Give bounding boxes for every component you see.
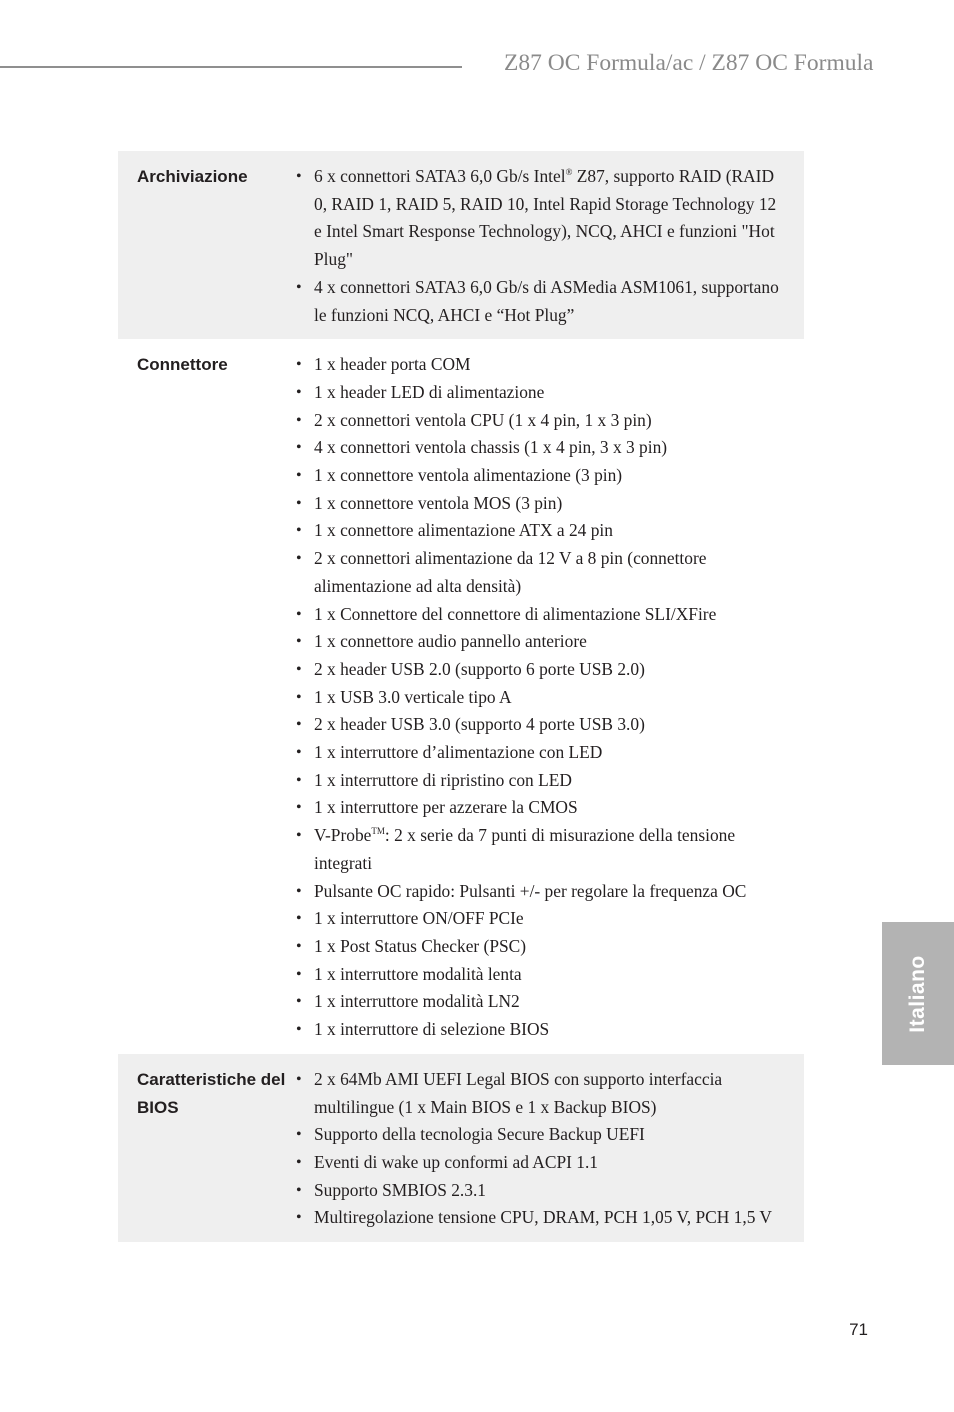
list-item: • 1 x interruttore modalità LN2 [314, 988, 804, 1016]
section-caratteristiche-bios [118, 1054, 804, 1242]
section-label-caratteristiche-bios: Caratteristiche del BIOS [137, 1069, 286, 1117]
list-item: • 1 x interruttore di selezione BIOS [314, 1016, 804, 1044]
header-rule [0, 66, 462, 68]
list-item: • V-Probe™: 2 x serie da 7 punti di misurazione della tensione integrati [314, 822, 804, 877]
list-item: • Pulsante OC rapido: Pulsanti +/- per regolare la frequenza OC [314, 878, 804, 906]
section-connettore [118, 339, 804, 1054]
list-item: • 2 x connettori ventola CPU (1 x 4 pin, 1 x 3 pin) [314, 407, 804, 435]
list-item: • 1 x interruttore modalità lenta [314, 961, 804, 989]
spec-table [118, 151, 804, 1242]
language-tab-label: Italiano [906, 954, 929, 1033]
list-item: • 1 x interruttore d’alimentazione con LED [314, 739, 804, 767]
list-item: • 1 x Post Status Checker (PSC) [314, 933, 804, 961]
list-item: • 1 x connettore ventola alimentazione (3 pin) [314, 462, 804, 490]
list-item: • 1 x interruttore per azzerare la CMOS [314, 794, 804, 822]
section-label-archiviazione: Archiviazione [137, 167, 248, 186]
list-item: • 1 x connettore audio pannello anteriore [314, 628, 804, 656]
list-item: • 1 x header porta COM [314, 351, 804, 379]
list-item: • 2 x 64Mb AMI UEFI Legal BIOS con supporto interfaccia multilingue (1 x Main BIOS e 1 x Backup BIOS) [314, 1066, 804, 1121]
list-item: • Supporto della tecnologia Secure Backup UEFI [314, 1121, 804, 1149]
list-item: • 2 x header USB 2.0 (supporto 6 porte USB 2.0) [314, 656, 804, 684]
item-list-connettore [118, 351, 804, 1044]
section-label-connettore: Connettore [137, 355, 228, 375]
list-item: • 1 x connettore alimentazione ATX a 24 pin [314, 517, 804, 545]
list-item: • 4 x connettori SATA3 6,0 Gb/s di ASMedia ASM1061, supportano le funzioni NCQ, AHCI e “Hot Plug” [314, 274, 804, 329]
list-item: • 4 x connettori ventola chassis (1 x 4 pin, 3 x 3 pin) [314, 434, 804, 462]
list-item: • 1 x interruttore ON/OFF PCIe [314, 905, 804, 933]
list-item: • 2 x connettori alimentazione da 12 V a 8 pin (connettore alimentazione ad alta densità) [314, 545, 804, 600]
list-item: • Supporto SMBIOS 2.3.1 [314, 1177, 804, 1205]
list-item: • 6 x connettori SATA3 6,0 Gb/s Intel® Z87, supporto RAID (RAID 0, RAID 1, RAID 5, RAID 10, Intel Rapid Storage Technology 12 e Intel Smart Response Technology), NCQ, AHCI e funzioni "Hot Plug" [314, 163, 804, 274]
section-archiviazione [118, 151, 804, 339]
list-item: • 1 x USB 3.0 verticale tipo A [314, 684, 804, 712]
page-number: 71 [849, 1320, 868, 1339]
list-item: • 1 x header LED di alimentazione [314, 379, 804, 407]
list-item: • Multiregolazione tensione CPU, DRAM, PCH 1,05 V, PCH 1,5 V [314, 1204, 804, 1232]
list-item: • 1 x connettore ventola MOS (3 pin) [314, 490, 804, 518]
page-header-title: Z87 OC Formula/ac / Z87 OC Formula [504, 50, 874, 76]
language-tab [882, 922, 954, 1065]
list-item: • 1 x interruttore di ripristino con LED [314, 767, 804, 795]
list-item: • 2 x header USB 3.0 (supporto 4 porte USB 3.0) [314, 711, 804, 739]
list-item: • 1 x Connettore del connettore di alimentazione SLI/XFire [314, 601, 804, 629]
list-item: • Eventi di wake up conformi ad ACPI 1.1 [314, 1149, 804, 1177]
